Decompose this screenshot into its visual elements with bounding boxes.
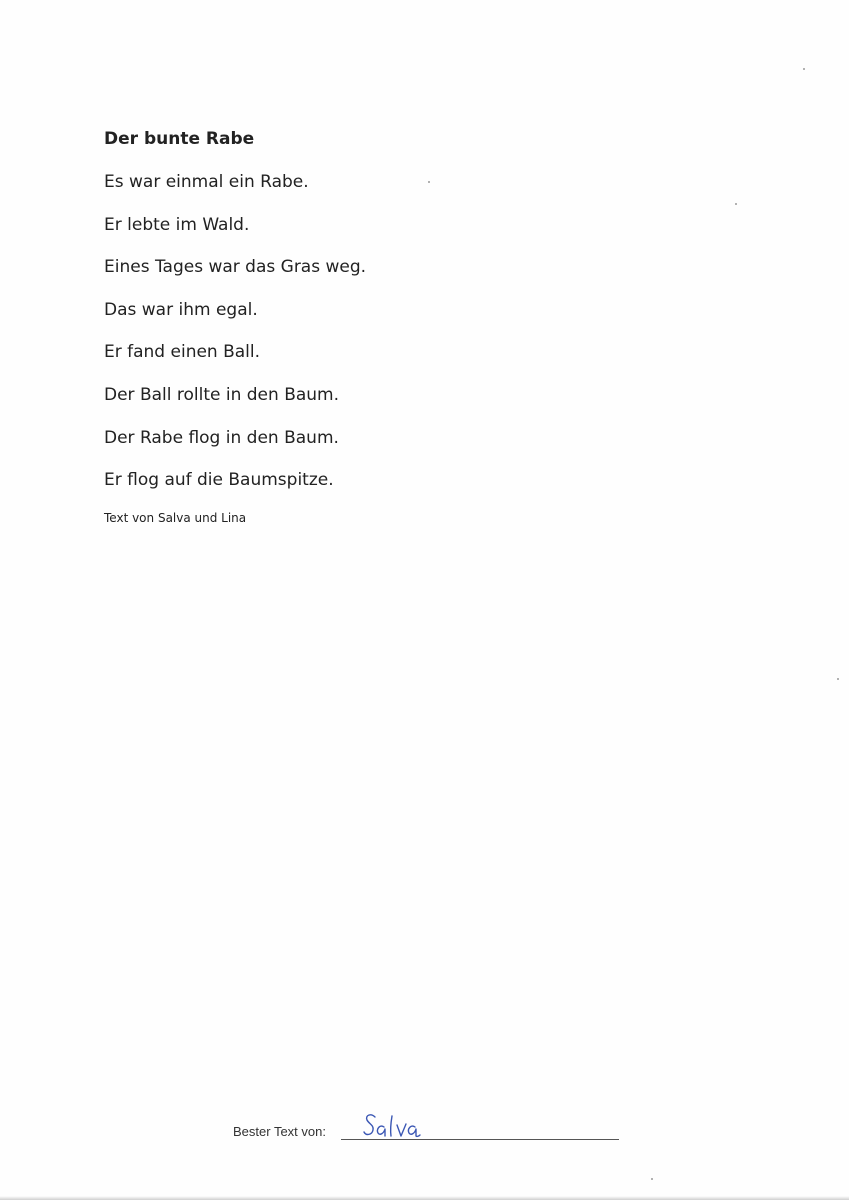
story-line: Er lebte im Wald. <box>104 214 250 235</box>
scan-speck <box>837 678 839 680</box>
story-line: Das war ihm egal. <box>104 299 258 320</box>
scan-speck <box>651 1178 653 1180</box>
story-line: Der Rabe flog in den Baum. <box>104 427 339 448</box>
story-line: Der Ball rollte in den Baum. <box>104 384 340 405</box>
story-text <box>104 126 704 526</box>
scan-speck <box>735 203 737 205</box>
story-line: Er fand einen Ball. <box>104 342 261 363</box>
scan-speck <box>803 68 805 70</box>
handwritten-signature <box>361 1110 441 1142</box>
best-text-label: Bester Text von: <box>233 1124 326 1139</box>
best-text-footer <box>233 1110 633 1150</box>
story-line: Eines Tages war das Gras weg. <box>104 257 367 278</box>
signature-drawing <box>361 1110 441 1142</box>
story-credit: Text von Salva und Lina <box>104 510 247 525</box>
story-line: Es war einmal ein Rabe. <box>104 172 309 192</box>
story-title: Der bunte Rabe <box>104 129 255 149</box>
scan-speck <box>428 181 430 183</box>
story-lines <box>104 169 704 493</box>
story-line: Er flog auf die Baumspitze. <box>104 470 334 491</box>
page-edge <box>0 1196 849 1200</box>
